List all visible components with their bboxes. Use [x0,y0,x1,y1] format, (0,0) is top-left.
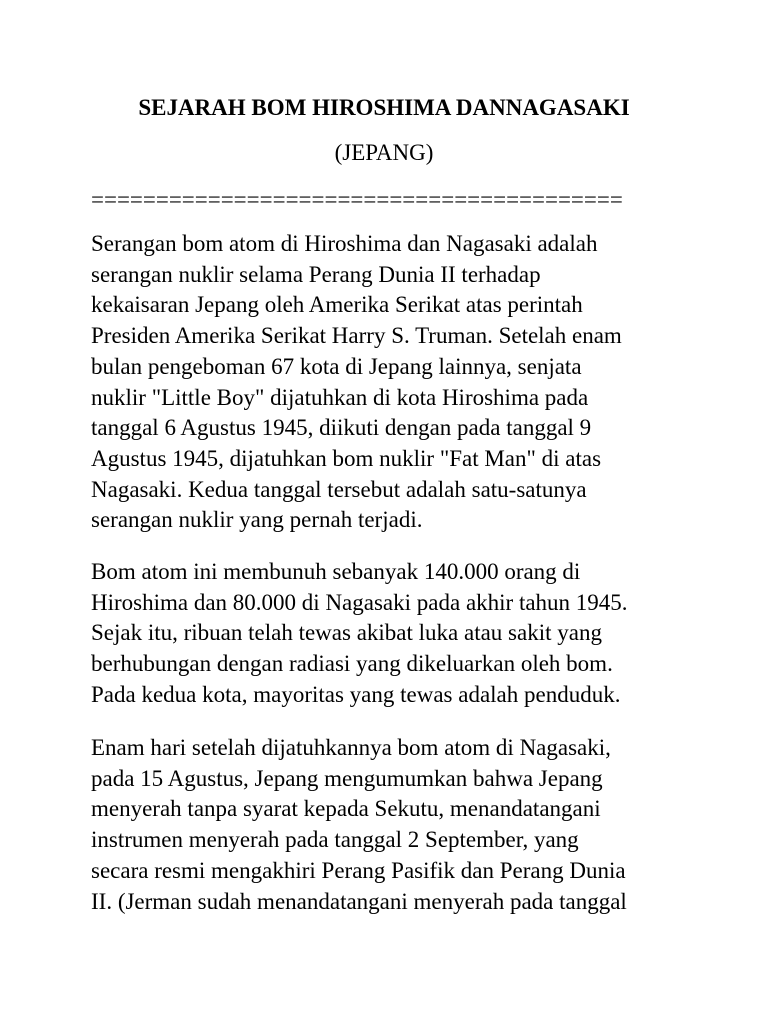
paragraph-1 [91,229,691,536]
text-line: pada 15 Agustus, Jepang mengumumkan bahwa Jepang [91,765,603,791]
text-line: Agustus 1945, dijatuhkan bom nuklir "Fat Man" di atas [91,445,602,471]
document-title: SEJARAH BOM HIROSHIMA DANNAGASAKI [138,95,630,120]
text-line: Presiden Amerika Serikat Harry S. Truman. Setelah enam [91,323,622,349]
text-line: secara resmi mengakhiri Perang Pasifik dan Perang Dunia [91,857,626,883]
paragraph-2 [91,557,691,711]
text-line: Nagasaki. Kedua tanggal tersebut adalah satu-satunya [91,476,587,502]
text-line: nuklir "Little Boy" dijatuhkan di kota Hiroshima pada [91,384,589,410]
text-line: kekaisaran Jepang oleh Amerika Serikat atas perintah [91,292,583,318]
document-subtitle: (JEPANG) [334,140,434,165]
paragraph-3 [91,733,691,917]
text-line: tanggal 6 Agustus 1945, diikuti dengan pada tanggal 9 [91,415,592,441]
text-line: Bom atom ini membunuh sebanyak 140.000 orang di [91,559,581,584]
text-line: II. (Jerman sudah menandatangani menyerah pada tanggal [91,888,627,914]
separator-line: ========================================= [91,187,623,212]
text-line: menyerah tanpa syarat kepada Sekutu, menandatangani [91,796,601,822]
text-line: Serangan bom atom di Hiroshima dan Nagasaki adalah [91,231,598,256]
text-line: Hiroshima dan 80.000 di Nagasaki pada akhir tahun 1945. [91,589,628,615]
text-line: serangan nuklir yang pernah terjadi. [91,507,423,533]
text-line: Pada kedua kota, mayoritas yang tewas adalah penduduk. [91,681,621,707]
text-line: instrumen menyerah pada tanggal 2 September, yang [91,827,579,853]
text-line: Enam hari setelah dijatuhkannya bom atom di Nagasaki, [91,735,611,760]
text-line: serangan nuklir selama Perang Dunia II terhadap [91,261,541,287]
text-line: berhubungan dengan radiasi yang dikeluarkan oleh bom. [91,651,613,677]
text-line: Sejak itu, ribuan telah tewas akibat luka atau sakit yang [91,620,602,646]
text-line: bulan pengeboman 67 kota di Jepang lainnya, senjata [91,353,582,379]
